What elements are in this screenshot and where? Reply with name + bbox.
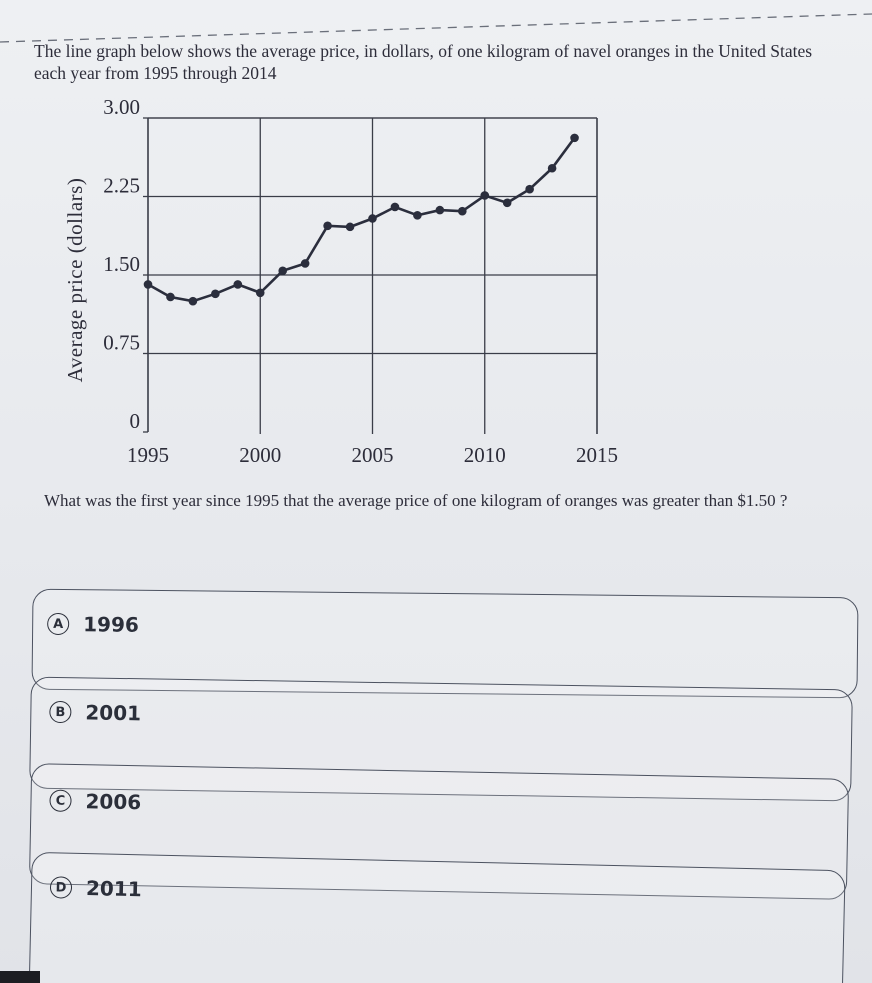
choice-a-label: 1996 (83, 612, 139, 637)
choice-b-letter: B (49, 701, 71, 723)
screen-edge (0, 971, 40, 983)
data-point-2008 (436, 206, 445, 215)
data-point-2010 (480, 191, 489, 200)
choice-b-label: 2001 (85, 700, 142, 726)
data-point-1996 (166, 293, 175, 302)
choice-d-label: 2011 (85, 876, 142, 902)
data-point-2012 (525, 185, 534, 194)
data-point-2013 (548, 164, 557, 173)
data-point-2007 (413, 211, 422, 220)
y-axis-label: Average price (dollars) (63, 177, 87, 383)
chart-ticks (103, 95, 618, 467)
data-point-1999 (234, 280, 243, 289)
x-tick-label: 2015 (576, 443, 618, 467)
y-tick-label: 0.75 (103, 330, 140, 355)
data-point-2001 (278, 267, 287, 276)
choice-c-letter: C (49, 790, 71, 812)
data-point-2011 (503, 198, 512, 207)
x-tick-label: 2005 (351, 443, 394, 467)
y-tick-label: 1.50 (103, 252, 140, 276)
data-point-1997 (189, 297, 198, 306)
x-tick-label: 2010 (463, 443, 506, 467)
data-point-1998 (211, 290, 220, 299)
data-point-2004 (346, 223, 355, 232)
choice-a-letter: A (47, 613, 69, 635)
data-point-2002 (301, 259, 310, 268)
question-text: What was the first year since 1995 that the average price of one kilogram of oranges was greater than $1.50 ? (44, 491, 788, 510)
intro-text: The line graph below shows the average price, in dollars, of one kilogram of navel oranges in the United States each year from 1995 through 2014 (34, 41, 813, 83)
chart-grid (143, 118, 597, 434)
x-tick-label: 2000 (239, 443, 282, 467)
data-point-1995 (144, 280, 153, 289)
x-tick-label: 1995 (127, 443, 169, 467)
data-point-2003 (323, 222, 332, 231)
data-point-2006 (391, 203, 400, 212)
price-line (148, 138, 575, 301)
data-point-2009 (458, 207, 467, 216)
y-tick-label: 2.25 (103, 173, 140, 198)
choice-d-letter: D (50, 876, 72, 898)
choice-d-button[interactable] (28, 852, 845, 983)
price-points (144, 134, 579, 306)
y-tick-label: 0 (129, 409, 140, 433)
data-point-2014 (570, 134, 579, 143)
choice-c-label: 2006 (85, 789, 142, 815)
data-point-2000 (256, 288, 265, 297)
data-point-2005 (368, 214, 377, 223)
y-tick-label: 3.00 (103, 95, 140, 119)
